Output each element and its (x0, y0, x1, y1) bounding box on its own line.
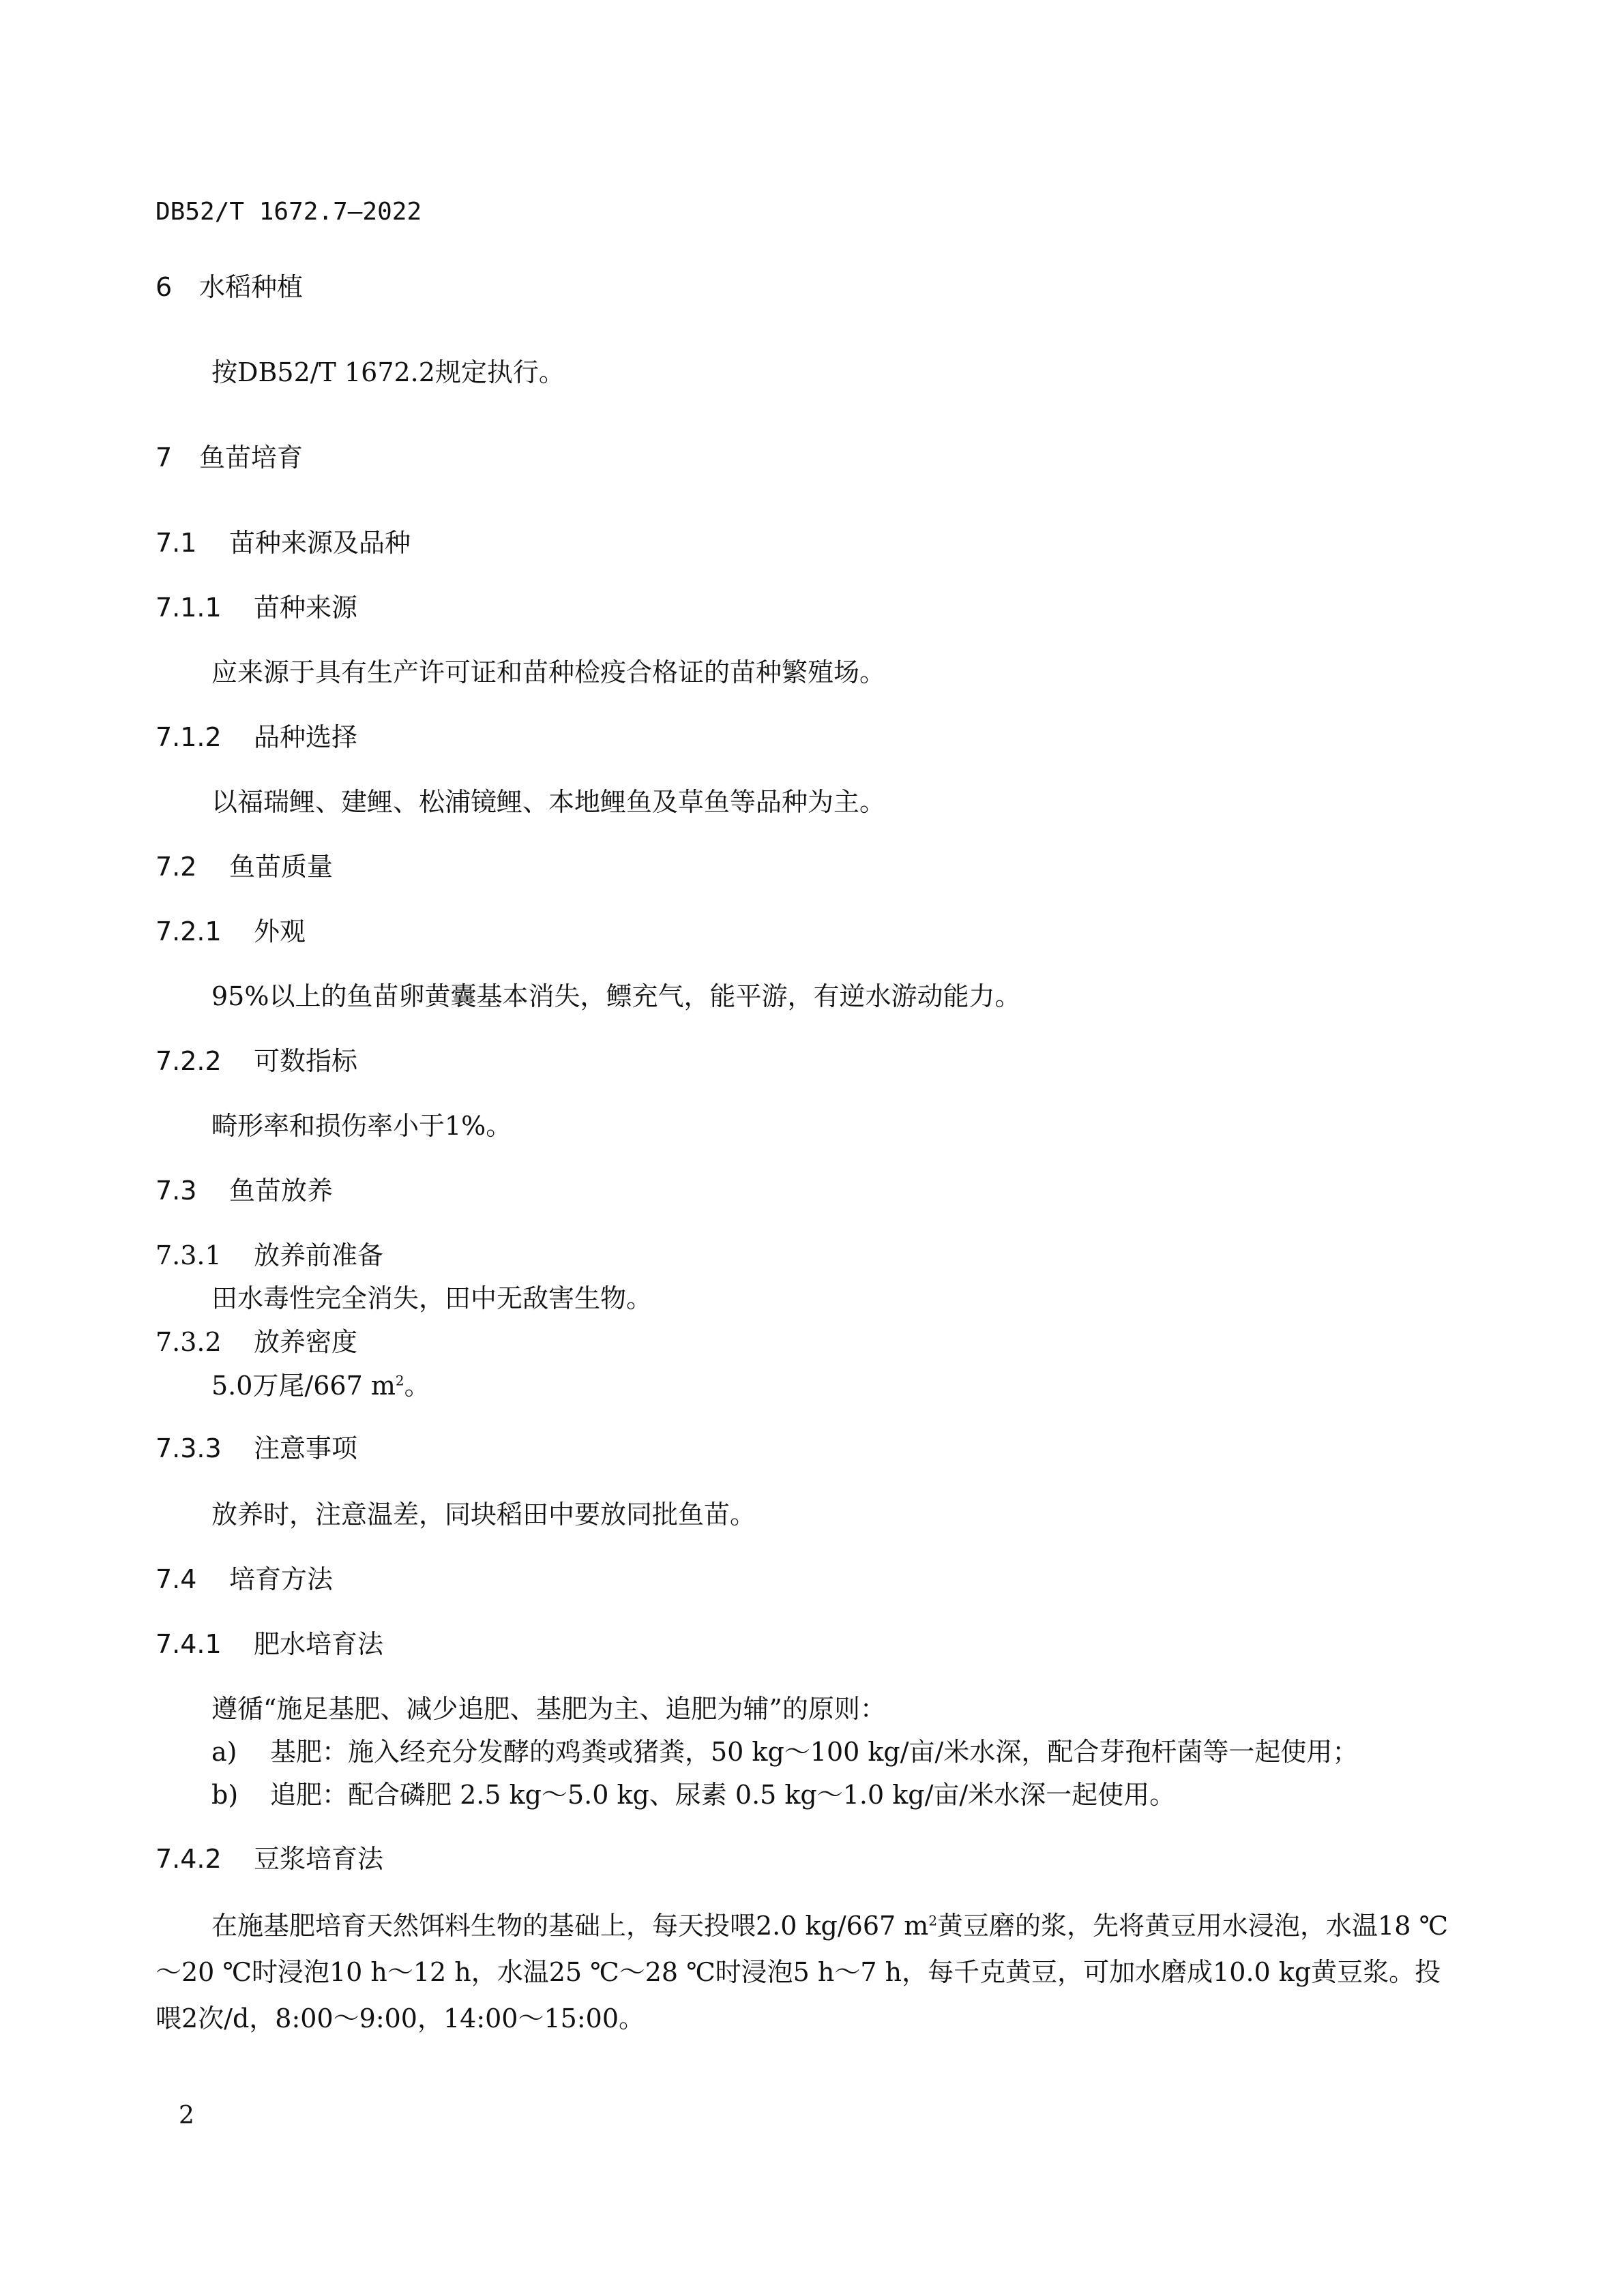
heading-7-2 (156, 849, 333, 884)
section-number: 7.4 (156, 1564, 197, 1594)
paragraph-7-1-2: 以福瑞鲤、建鲤、松浦镜鲤、本地鲤鱼及草鱼等品种为主。 (211, 787, 886, 817)
section-number: 7.4.1 (156, 1629, 222, 1659)
punctuation: 。 (404, 1371, 430, 1401)
paragraph-7-3-1: 田水毒性完全消失，田中无敌害生物。 (211, 1283, 653, 1313)
density-value: 5.0万尾/667 m (211, 1371, 396, 1401)
section-title: 鱼苗培育 (199, 443, 304, 473)
heading-7-4 (156, 1562, 333, 1597)
list-item-b (211, 1777, 1175, 1813)
document-number-header: DB52/T 1672.7—2022 (156, 198, 422, 226)
page-number: 2 (179, 2102, 194, 2130)
heading-section-6 (156, 269, 303, 305)
section-number: 7.4.2 (156, 1844, 222, 1874)
section-title: 苗种来源及品种 (229, 528, 411, 558)
list-text: 基肥：施入经充分发酵的鸡粪或猪粪，50 kg～100 kg/亩/米水深，配合芽孢杆菌等一起使用； (270, 1737, 1359, 1767)
paragraph-text-part1: 在施基肥培育天然饵料生物的基础上，每天投喂2.0 kg/667 m (211, 1911, 929, 1941)
section-number: 7.1.1 (156, 593, 222, 623)
paragraph-text-part2: 黄豆磨的浆，先将黄豆用水浸泡，水温18 ℃～20 ℃时浸泡10 h～12 h，水温25 ℃～28 ℃时浸泡5 h～7 h，每千克黄豆，可加水磨成10.0 kg黄豆浆。投喂2次/d，8:00～9:00，14:00～15:00。 (156, 1911, 1448, 2033)
heading-7-3-1 (156, 1238, 383, 1273)
heading-section-7 (156, 440, 303, 475)
section-title: 放养前准备 (254, 1240, 384, 1270)
section-title: 品种选择 (254, 722, 358, 752)
paragraph-7-3-2 (211, 1368, 430, 1403)
section-title: 培育方法 (229, 1564, 334, 1594)
paragraph-7-3-3: 放养时，注意温差，同块稻田中要放同批鱼苗。 (211, 1500, 756, 1530)
superscript: 2 (928, 1912, 938, 1929)
section-number: 7.3 (156, 1176, 197, 1206)
section-number: 7.3.1 (156, 1240, 222, 1270)
list-text: 追肥：配合磷肥 2.5 kg～5.0 kg、尿素 0.5 kg～1.0 kg/亩/米水深一起使用。 (270, 1780, 1176, 1810)
section-title: 注意事项 (254, 1433, 358, 1463)
paragraph-6: 按DB52/T 1672.2规定执行。 (211, 357, 565, 387)
section-title: 鱼苗质量 (229, 852, 334, 882)
paragraph-7-2-2: 畸形率和损伤率小于1%。 (211, 1111, 512, 1141)
paragraph-7-1-1: 应来源于具有生产许可证和苗种检疫合格证的苗种繁殖场。 (211, 657, 886, 687)
section-title: 外观 (254, 916, 306, 946)
section-title: 苗种来源 (254, 593, 358, 623)
heading-7-2-2 (156, 1043, 357, 1079)
heading-7-1 (156, 525, 411, 561)
section-number: 7.2.1 (156, 916, 222, 946)
paragraph-7-4-1-intro: 遵循“施足基肥、减少追肥、基肥为主、追肥为辅”的原则： (211, 1694, 886, 1724)
section-title: 鱼苗放养 (229, 1176, 334, 1206)
section-title: 可数指标 (254, 1046, 358, 1076)
section-title: 水稻种植 (199, 272, 304, 302)
heading-7-3 (156, 1173, 333, 1208)
paragraph-7-4-2 (156, 1903, 1451, 2042)
list-marker: b) (211, 1780, 239, 1810)
section-number: 7.1.2 (156, 722, 222, 752)
section-title: 放养密度 (254, 1327, 358, 1357)
list-marker: a) (211, 1737, 237, 1767)
heading-7-3-3 (156, 1431, 357, 1466)
heading-7-2-1 (156, 914, 306, 949)
section-number: 7.3.2 (156, 1327, 222, 1357)
section-number: 7.2 (156, 852, 197, 882)
heading-7-1-1 (156, 590, 357, 625)
section-number: 7.2.2 (156, 1046, 222, 1076)
heading-7-1-2 (156, 719, 357, 755)
heading-7-3-2 (156, 1324, 357, 1360)
section-number: 7 (156, 443, 173, 473)
heading-7-4-2 (156, 1841, 383, 1877)
superscript: 2 (395, 1372, 404, 1389)
section-number: 6 (156, 272, 173, 302)
heading-7-4-1 (156, 1626, 383, 1662)
list-item-a (211, 1734, 1358, 1770)
section-title: 豆浆培育法 (254, 1844, 384, 1874)
section-title: 肥水培育法 (254, 1629, 384, 1659)
section-number: 7.3.3 (156, 1433, 222, 1463)
paragraph-7-2-1: 95%以上的鱼苗卵黄囊基本消失，鳔充气，能平游，有逆水游动能力。 (211, 981, 1021, 1011)
section-number: 7.1 (156, 528, 197, 558)
